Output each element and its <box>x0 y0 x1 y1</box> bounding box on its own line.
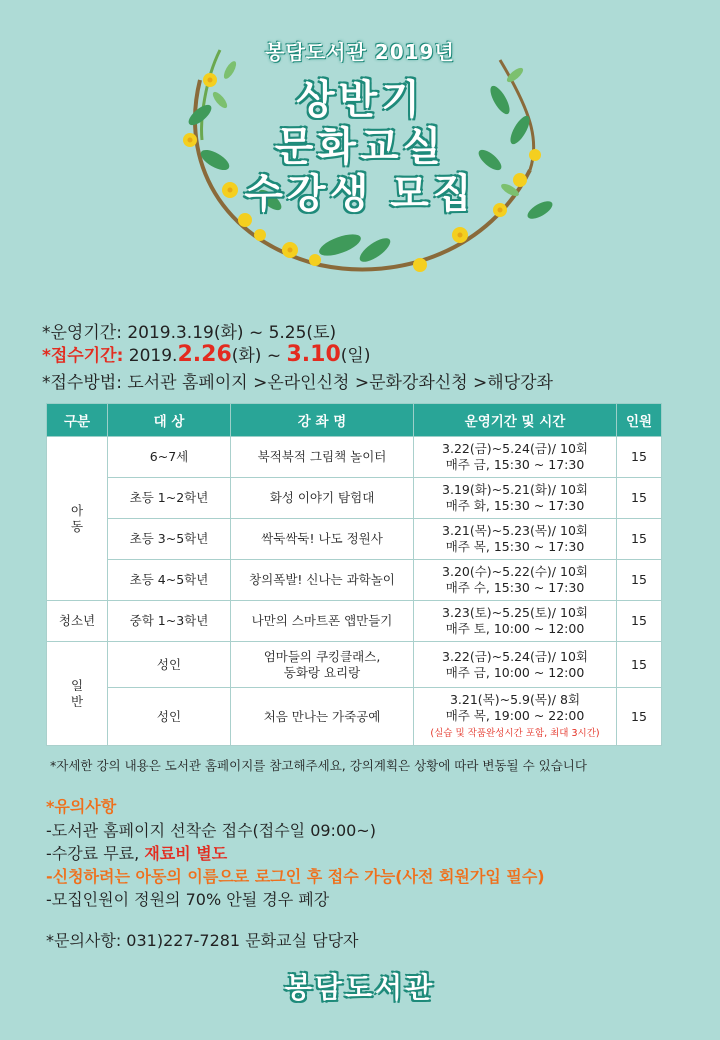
table-row <box>47 478 662 519</box>
row-schedule <box>414 560 617 601</box>
caution-heading: *유의사항 <box>46 797 117 816</box>
table-row <box>47 560 662 601</box>
row-schedule <box>414 601 617 642</box>
caution-line-2 <box>46 841 227 864</box>
table-note: *자세한 강의 내용은 도서관 홈페이지를 참고해주세요, 강의계획은 상황에 따라 변동될 수 있습니다 <box>50 758 587 773</box>
row-period: 3.21(목)~5.9(목)/ 8회 <box>449 691 581 707</box>
header-count: 인원 <box>617 404 662 437</box>
caution-line-4: -모집인원이 정원의 70% 안될 경우 폐강 <box>46 890 330 909</box>
group-adult: 일 반 <box>47 642 108 746</box>
row-count: 15 <box>617 478 662 519</box>
row-course: 처음 만나는 가죽공예 <box>231 688 414 746</box>
caution-line-3: -신청하려는 아동의 이름으로 로그인 후 접수 가능(사전 회원가입 필수) <box>46 867 545 886</box>
row-time: 매주 목, 19:00 ~ 22:00 <box>445 707 585 723</box>
row-target: 중학 1~3학년 <box>108 601 231 642</box>
group-youth: 청소년 <box>47 601 108 642</box>
header-target: 대 상 <box>108 404 231 437</box>
row-period: 3.22(금)~5.24(금)/ 10회 <box>442 441 588 456</box>
application-method <box>42 368 553 393</box>
row-count: 15 <box>617 642 662 688</box>
application-start: 2.26 <box>177 342 232 367</box>
row-time: 매주 목, 15:30 ~ 17:30 <box>445 539 585 554</box>
row-time: 매주 수, 15:30 ~ 17:30 <box>445 580 585 595</box>
row-schedule <box>414 688 617 746</box>
row-course: 나만의 스마트폰 앱만들기 <box>231 601 414 642</box>
title-line-1: 상반기 <box>296 77 424 123</box>
row-period: 3.20(수)~5.22(수)/ 10회 <box>442 564 588 579</box>
row-time: 매주 화, 15:30 ~ 17:30 <box>445 498 585 513</box>
contact-info: *문의사항: 031)227-7281 문화교실 담당자 <box>46 931 359 950</box>
table-header-row <box>47 404 662 437</box>
application-end-day: (일) <box>340 346 371 366</box>
row-schedule <box>414 519 617 560</box>
row-count: 15 <box>617 560 662 601</box>
row-course: 화성 이야기 탐험대 <box>231 478 414 519</box>
caution-line-2-highlight: 재료비 별도 <box>144 844 228 863</box>
row-count: 15 <box>617 437 662 478</box>
row-time: 매주 토, 10:00 ~ 12:00 <box>445 621 585 636</box>
title-line-3: 수강생 모집 <box>244 171 476 217</box>
library-logo-text: 봉담도서관 <box>284 971 436 1004</box>
application-method-label: *접수방법: <box>42 373 122 393</box>
header-period: 운영기간 및 시간 <box>414 404 617 437</box>
application-period <box>42 341 370 367</box>
row-count: 15 <box>617 601 662 642</box>
row-period: 3.21(목)~5.23(목)/ 10회 <box>442 523 588 538</box>
row-count: 15 <box>617 519 662 560</box>
row-course: 싹둑싹둑! 나도 정원사 <box>231 519 414 560</box>
row-course: 북적북적 그림책 놀이터 <box>231 437 414 478</box>
row-schedule <box>414 478 617 519</box>
table-row <box>47 437 662 478</box>
row-course: 엄마들의 쿠킹클래스, 동화랑 요리랑 <box>231 642 414 688</box>
operation-period <box>42 318 336 343</box>
row-course: 창의폭발! 신나는 과학놀이 <box>231 560 414 601</box>
row-extra-note: (실습 및 작품완성시간 포함, 최대 3시간) <box>430 727 600 739</box>
caution-line-2-prefix: -수강료 무료, <box>46 844 140 863</box>
table-row <box>47 601 662 642</box>
table-row <box>47 519 662 560</box>
operation-period-value: 2019.3.19(화) ~ 5.25(토) <box>127 323 337 343</box>
group-children: 아 동 <box>47 437 108 601</box>
application-end: 3.10 <box>286 342 341 367</box>
row-schedule <box>414 642 617 688</box>
caution-line-1: -도서관 홈페이지 선착순 접수(접수일 09:00~) <box>46 821 376 840</box>
header-category: 구분 <box>47 404 108 437</box>
title-line-2: 문화교실 <box>274 124 446 170</box>
row-target: 초등 4~5학년 <box>108 560 231 601</box>
table-row <box>47 688 662 746</box>
event-subtitle: 봉담도서관 2019년 <box>265 40 455 64</box>
row-target: 초등 3~5학년 <box>108 519 231 560</box>
row-target: 초등 1~2학년 <box>108 478 231 519</box>
table-row <box>47 642 662 688</box>
application-start-day: (화) ~ <box>231 346 282 366</box>
row-time: 매주 금, 10:00 ~ 12:00 <box>445 664 585 680</box>
header-course: 강 좌 명 <box>231 404 414 437</box>
application-year: 2019. <box>128 346 178 366</box>
row-target: 성인 <box>108 688 231 746</box>
row-time: 매주 금, 15:30 ~ 17:30 <box>445 457 585 472</box>
row-target: 성인 <box>108 642 231 688</box>
application-period-label: *접수기간: <box>42 346 124 366</box>
row-period: 3.22(금)~5.24(금)/ 10회 <box>442 648 588 664</box>
row-schedule <box>414 437 617 478</box>
row-target: 6~7세 <box>108 437 231 478</box>
row-period: 3.23(토)~5.25(토)/ 10회 <box>442 605 588 620</box>
row-count: 15 <box>617 688 662 746</box>
row-period: 3.19(화)~5.21(화)/ 10회 <box>442 482 588 497</box>
application-method-value: 도서관 홈페이지 >온라인신청 >문화강좌신청 >해당강좌 <box>127 373 553 393</box>
operation-period-label: *운영기간: <box>42 323 122 343</box>
course-table <box>46 403 662 746</box>
